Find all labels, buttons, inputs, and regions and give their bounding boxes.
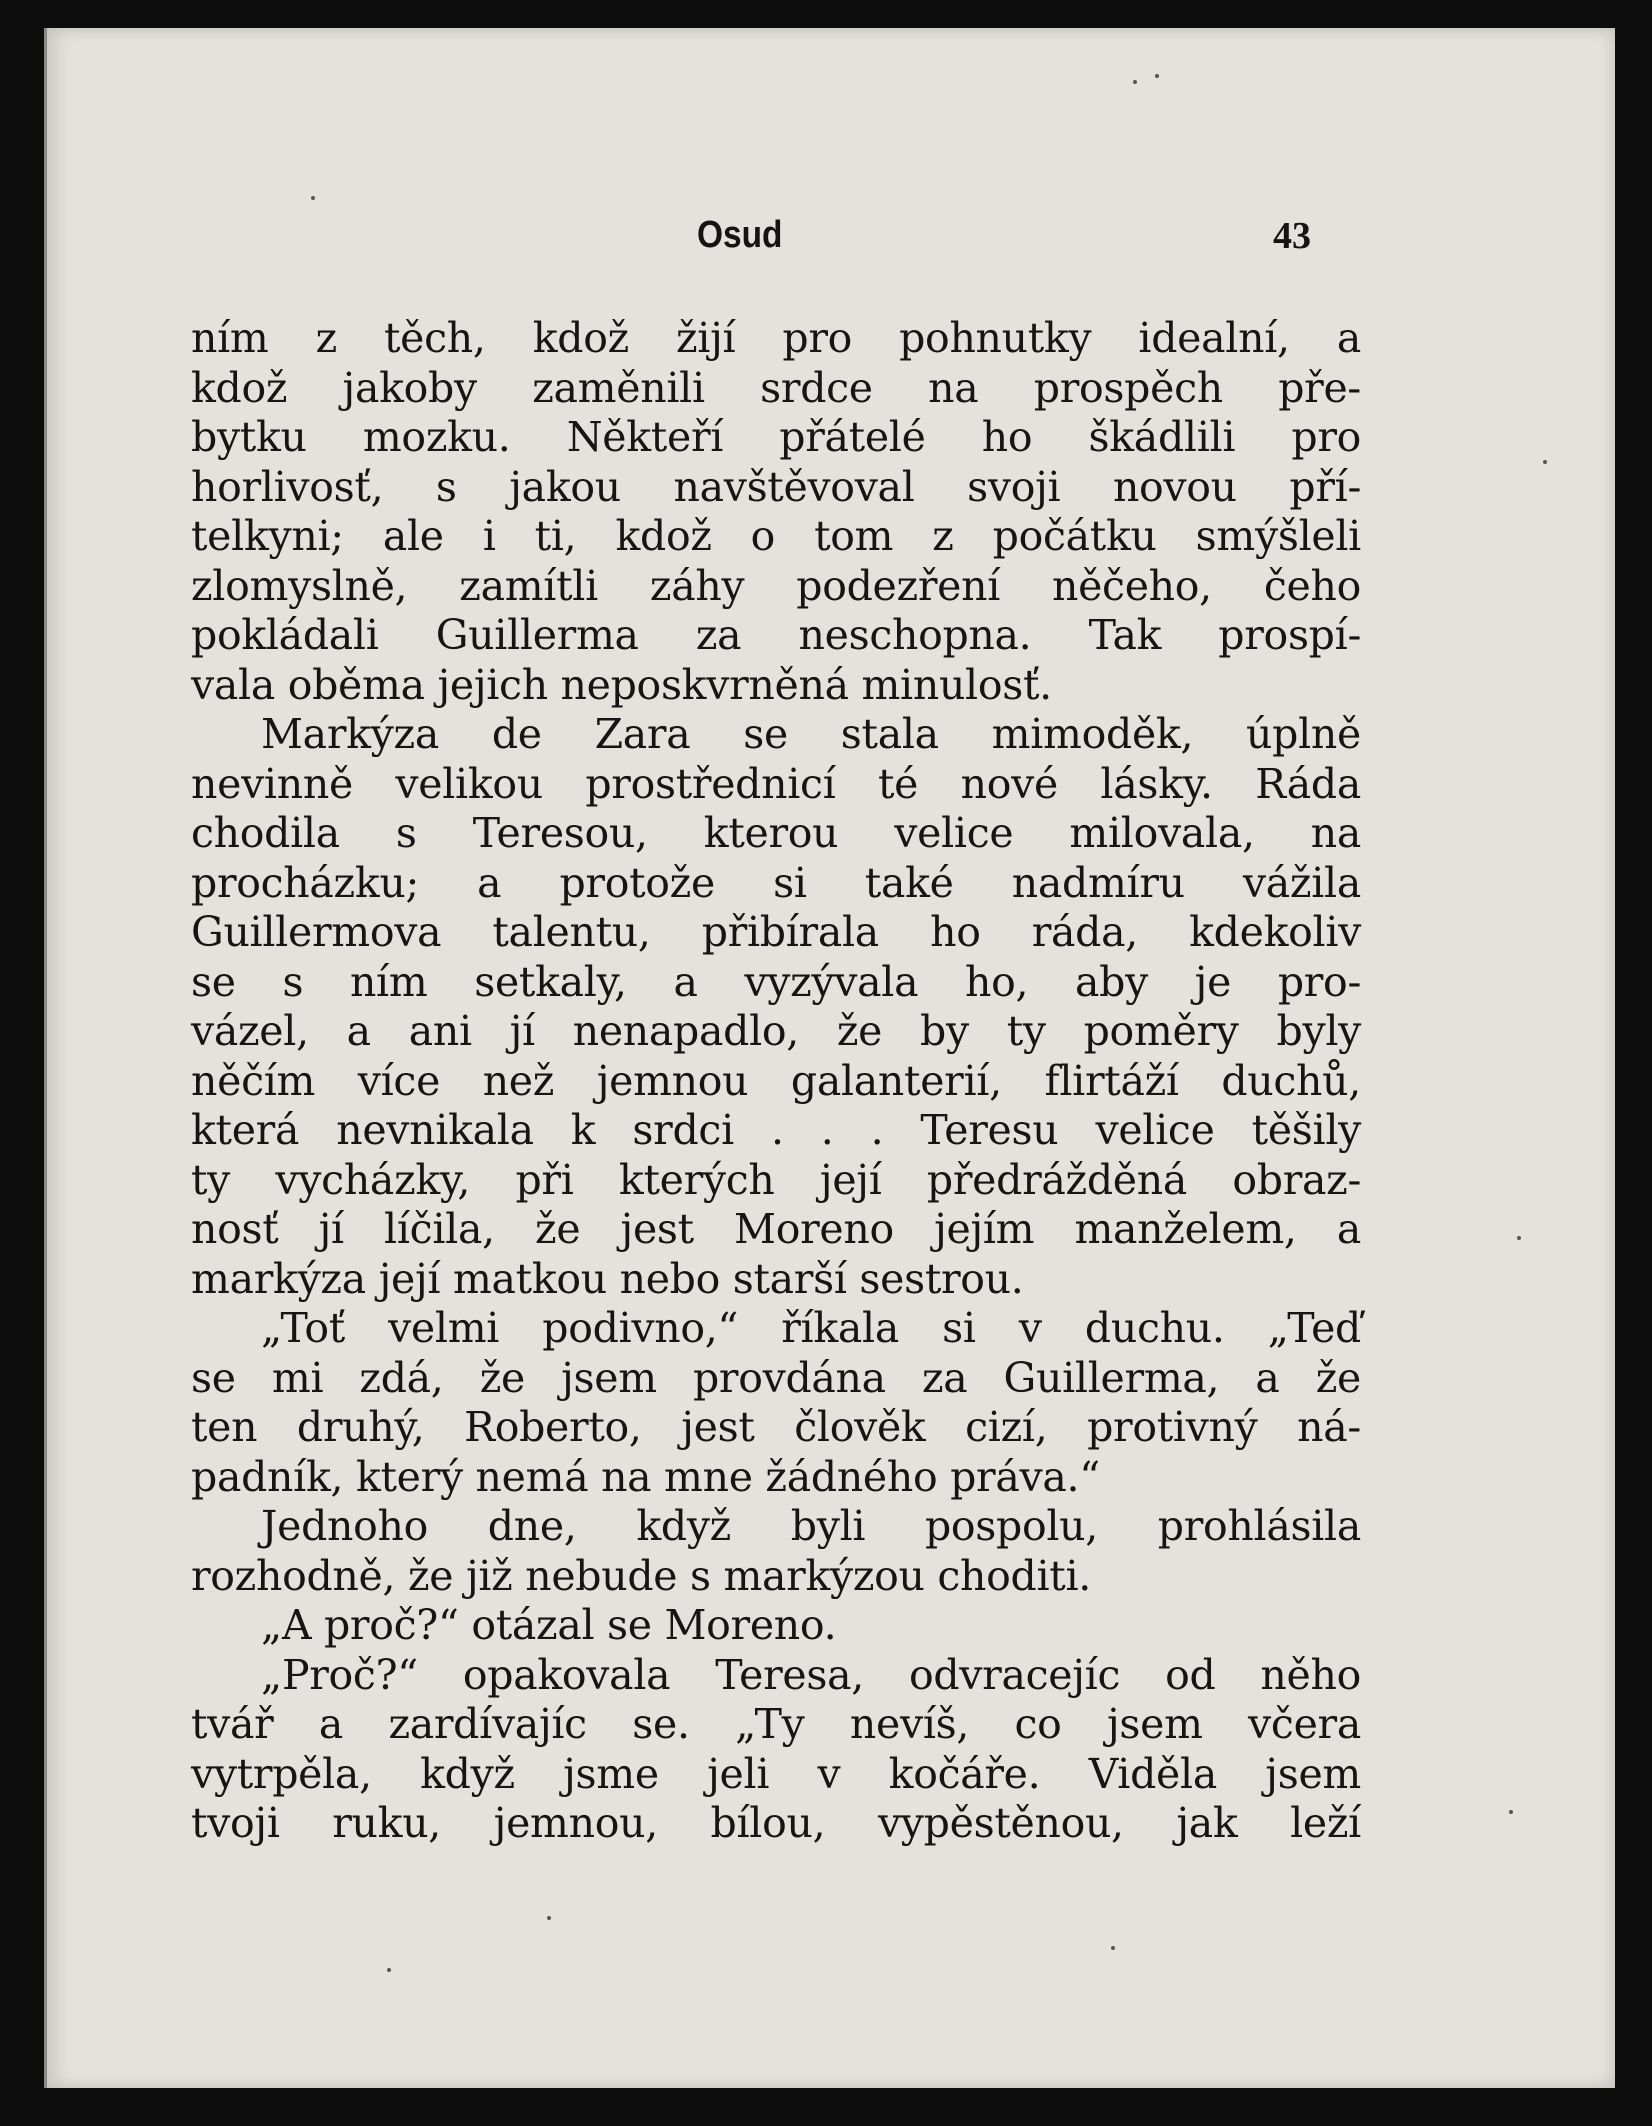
paper-speck (1543, 460, 1547, 464)
text-line: bytku mozku. Někteří přátelé ho škádlili pro (191, 413, 1361, 461)
text-line: telkyni; ale i ti, kdož o tom z počátku smýšleli (191, 512, 1361, 560)
book-page (44, 28, 1615, 2088)
text-line: pokládali Guillerma za neschopna. Tak prospí- (191, 611, 1361, 659)
running-title: Osud (697, 214, 783, 256)
text-line: tvář a zardívajíc se. „Ty nevíš, co jsem včera (191, 1700, 1361, 1748)
page-header (47, 186, 1615, 257)
text-line: ten druhý, Roberto, jest člověk cizí, protivný ná- (191, 1403, 1361, 1451)
text-line: která nevnikala k srdci . . . Teresu velice těšily (191, 1106, 1361, 1154)
text-line: zlomyslně, zamítli záhy podezření něčeho, čeho (191, 561, 1361, 610)
paper-speck (1133, 80, 1137, 84)
text-line: se s ním setkaly, a vyzývala ho, aby je pro- (191, 957, 1361, 1006)
paper-speck (311, 196, 315, 200)
text-line: nosť jí líčila, že jest Moreno jejím manželem, a (191, 1205, 1361, 1253)
paper-speck (1509, 1810, 1513, 1814)
text-line: markýza její matkou nebo starší sestrou. (191, 1254, 1024, 1303)
paper-speck (1155, 74, 1159, 78)
text-line: něčím více než jemnou galanterií, flirtáží duchů, (191, 1056, 1361, 1105)
text-line: vázel, a ani jí nenapadlo, že by ty poměry byly (191, 1007, 1361, 1055)
text-line: padník, který nemá na mne žádného práva.“ (191, 1452, 1100, 1501)
paper-speck (387, 1968, 391, 1972)
text-line: nevinně velikou prostřednicí té nové lásky. Ráda (191, 759, 1361, 808)
text-line: ty vycházky, při kterých její předrážděná obraz- (191, 1155, 1361, 1204)
text-line: Jednoho dne, když byli pospolu, prohlásila (261, 1502, 1361, 1550)
text-line: vala oběma jejich neposkvrněná minulosť. (191, 660, 1052, 709)
page-number: 43 (1273, 215, 1311, 257)
text-line: tvoji ruku, jemnou, bílou, vypěstěnou, jak leží (191, 1799, 1361, 1847)
text-line: „A proč?“ otázal se Moreno. (261, 1601, 837, 1649)
text-line: vytrpěla, když jsme jeli v kočáře. Viděla jsem (191, 1749, 1361, 1798)
body-text (191, 314, 1361, 1849)
text-line: ním z těch, kdož žijí pro pohnutky idealní, a (191, 314, 1361, 362)
text-line: chodila s Teresou, kterou velice milovala, na (191, 809, 1361, 857)
text-line: se mi zdá, že jsem provdána za Guillerma, a že (191, 1353, 1361, 1402)
paper-speck (1111, 1946, 1115, 1950)
text-line: Markýza de Zara se stala mimoděk, úplně (261, 710, 1361, 758)
text-line: horlivosť, s jakou navštěvoval svoji novou pří- (191, 462, 1361, 511)
paper-speck (1517, 1236, 1521, 1240)
text-line: procházku; a protože si také nadmíru vážila (191, 858, 1361, 907)
text-line: Guillermova talentu, přibírala ho ráda, kdekoliv (191, 908, 1361, 956)
text-line: „Toť velmi podivno,“ říkala si v duchu. „Teď (261, 1304, 1361, 1352)
text-line: „Proč?“ opakovala Teresa, odvracejíc od něho (261, 1650, 1361, 1699)
paper-speck (547, 1916, 551, 1920)
text-line: kdož jakoby zaměnili srdce na prospěch pře- (191, 363, 1361, 412)
text-line: rozhodně, že již nebude s markýzou choditi. (191, 1551, 1092, 1600)
